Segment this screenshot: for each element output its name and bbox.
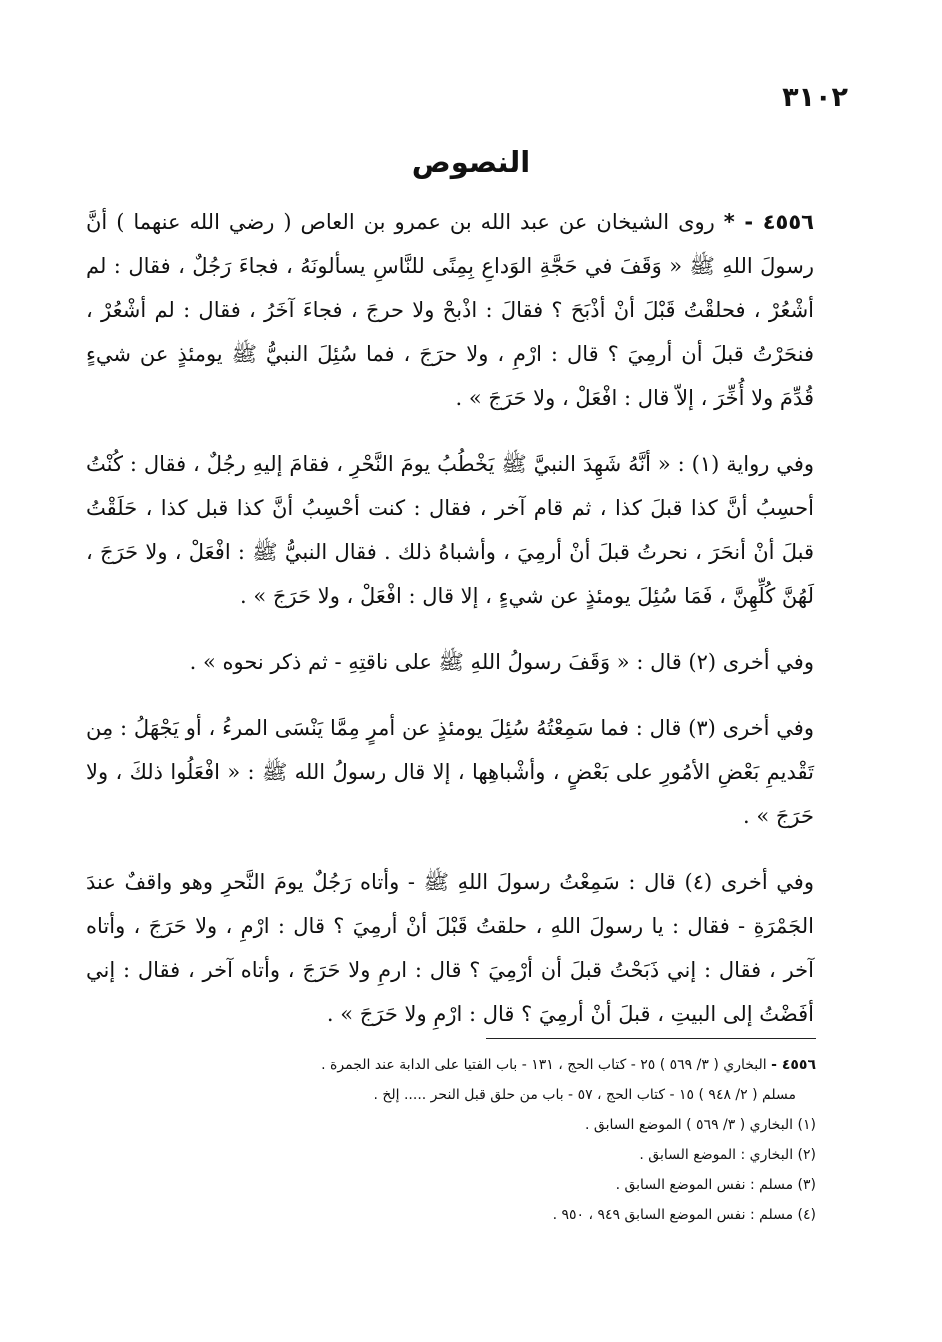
section-title: النصوص xyxy=(411,145,531,179)
paragraph-text: روى الشيخان عن عبد الله بن عمرو بن العاص ( رضي الله عنهما ) أنَّ رسولَ اللهِ ﷺ « وَقَفَ في حَجَّةِ الوَداعِ بِمِنًى للنَّاسِ يسألونَهُ ، فجاءَ رَجُلٌ ، فقال : لم أشْعُرْ ، فحلقْتُ قَبْلَ أنْ أذْبَحَ ؟ فقالَ : اذْبحْ ولا حرجَ ، فجاءَ آخَرُ ، فقال : لم أشْعُرْ ، فنحَرْتُ قبلَ أن أرمِيَ ؟ قال : ارْمِ ، ولا حرَجَ ، فما سُئِلَ النبيُّ ﷺ يومئذٍ عن شيءٍ قُدِّمَ ولا أُخِّرَ ، إلاّ قال : افْعَلْ ، ولا حَرَجَ » . xyxy=(86,210,814,410)
footnote-hadith xyxy=(220,1050,816,1080)
footnote-1 xyxy=(220,1110,816,1140)
paragraph-hadith-main xyxy=(86,200,814,420)
footnotes xyxy=(220,1050,816,1230)
footnote-number: (٢) xyxy=(797,1147,816,1163)
footnote-muslim xyxy=(220,1080,816,1110)
paragraph-narration-1: وفي رواية (١) : « أنَّهُ شَهِدَ النبيَّ ﷺ يَخْطُبُ يومَ النَّحْرِ ، فقامَ إليهِ رجُلٌ ، فقال : كُنْتُ أحسِبُ أنَّ كذا قبلَ كذا ، ثم قام آخر ، فقال : كنت أحْسِبُ أنَّ كذا قبل كذا ، حَلَقْتُ قبلَ أنْ أنحَرَ ، نحرتُ قبلَ أنْ أرمِيَ ، وأشباهُ ذلك . فقال النبيُّ ﷺ : افْعَلْ ، ولا حَرَجَ ، لَهُنَّ كُلِّهِنَّ ، فَمَا سُئِلَ يومئذٍ عن شيءٍ ، إلا قال : افْعَلْ ، ولا حَرَجَ » . xyxy=(86,452,814,608)
footnote-3 xyxy=(220,1170,816,1200)
footnote-divider xyxy=(486,1038,816,1039)
paragraph-narration-2: وفي أخرى (٢) قال : « وَقَفَ رسولُ اللهِ ﷺ على ناقتِهِ - ثم ذكر نحوه » . xyxy=(189,650,814,674)
page-number: ٣١٠٢ xyxy=(782,82,848,113)
footnote-text: مسلم ( ٢/ ٩٤٨ ) ١٥ - كتاب الحج ، ٥٧ - باب من حلق قبل النحر ..... إلخ . xyxy=(373,1087,796,1103)
footnote-text: مسلم : نفس الموضع السابق . xyxy=(615,1177,794,1193)
footnote-number: (١) xyxy=(797,1117,816,1133)
footnote-number: (٣) xyxy=(797,1177,816,1193)
footnote-4 xyxy=(220,1200,816,1230)
footnote-text: البخاري ( ٣/ ٥٦٩ ) ٢٥ - كتاب الحج ، ١٣١ - باب الفتيا على الدابة عند الجمرة . xyxy=(321,1057,767,1073)
footnote-number: ٤٥٥٦ - xyxy=(771,1057,816,1073)
footnote-text: البخاري ( ٣/ ٥٦٩ ) الموضع السابق . xyxy=(585,1117,794,1133)
main-text xyxy=(86,200,814,1058)
paragraph-narration-3: وفي أخرى (٣) قال : فما سَمِعْتُهُ سُئِلَ يومئذٍ عن أمرٍ مِمَّا يَنْسَى المرءُ ، أو يَجْهَلُ : مِن تَقْديمِ بَعْضِ الأمُورِ على بَعْضٍ ، وأشْباهِها ، إلا قال رسولُ الله ﷺ : « افْعَلُوا ذلكَ ، ولا حَرَجَ » . xyxy=(86,716,814,828)
hadith-number: ٤٥٥٦ - * xyxy=(723,210,814,234)
footnote-text: البخاري : الموضع السابق . xyxy=(639,1147,794,1163)
footnote-text: مسلم : نفس الموضع السابق ٩٤٩ ، ٩٥٠ . xyxy=(552,1207,794,1223)
footnote-2 xyxy=(220,1140,816,1170)
footnote-number: (٤) xyxy=(797,1207,816,1223)
paragraph-narration-4: وفي أخرى (٤) قال : سَمِعْتُ رسولَ اللهِ ﷺ - وأتاه رَجُلٌ يومَ النَّحرِ وهو واقفٌ عندَ الجَمْرَةِ - فقال : يا رسولَ اللهِ ، حلقتُ قَبْلَ أنْ أرمِيَ ؟ قال : ارْمِ ، ولا حَرَجَ ، وأتاه آخر ، فقال : إني ذَبَحْتُ قبلَ أن أرْمِيَ ؟ قال : ارمِ ولا حَرَجَ ، وأتاه آخر ، فقال : إني أفَضْتُ إلى البيتِ ، قبلَ أنْ أرمِيَ ؟ قال : ارْمِ ولا حَرَجَ » . xyxy=(86,870,814,1026)
